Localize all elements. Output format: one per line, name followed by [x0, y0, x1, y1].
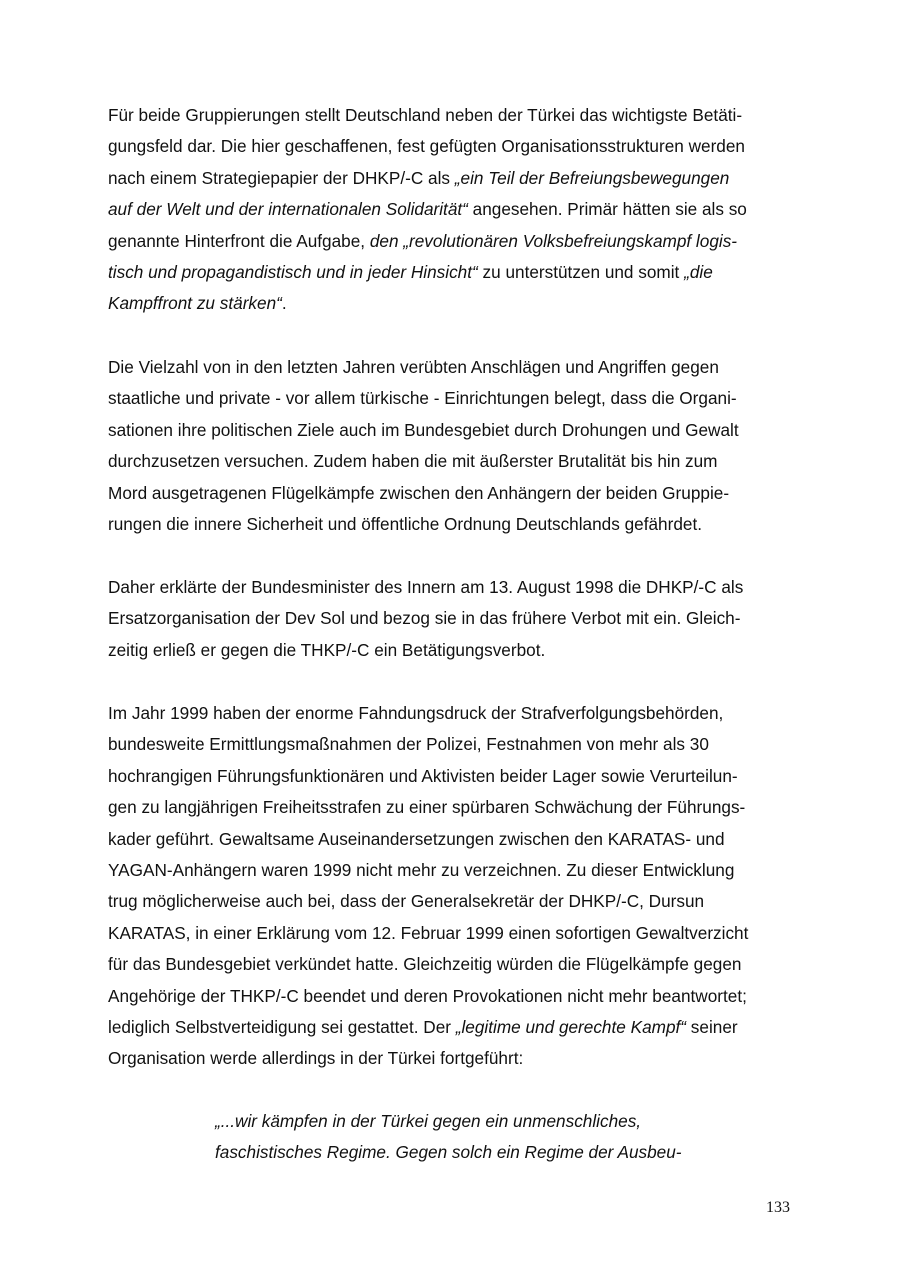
italic-quote-segment: „die	[684, 261, 713, 282]
text-line	[108, 603, 798, 634]
text-segment: nach einem Strategiepapier der DHKP/-C als	[108, 167, 455, 188]
text-line	[108, 949, 798, 980]
text-segment: gen zu langjährigen Freiheitsstrafen zu einer spürbaren Schwächung der Führungs-	[108, 797, 746, 818]
text-segment: Die Vielzahl von in den letzten Jahren verübten Anschlägen und Angriffen gegen	[108, 357, 719, 377]
text-line	[108, 100, 798, 131]
text-segment: Organisation werde allerdings in der Türkei fortgeführt:	[108, 1048, 524, 1069]
text-segment: staatliche und private - vor allem türkische - Einrichtungen belegt, dass die Organi-	[108, 388, 737, 409]
italic-quote-segment: den „revolutionären Volksbefreiungskampf logis-	[369, 230, 738, 251]
text-segment: sationen ihre politischen Ziele auch im Bundesgebiet durch Drohungen und Gewalt	[108, 419, 739, 440]
text-line	[108, 1043, 798, 1074]
text-segment: faschistisches Regime. Gegen solch ein Regime der Ausbeu-	[215, 1142, 682, 1163]
text-line	[108, 352, 798, 383]
text-segment: zeitig erließ er gegen die THKP/-C ein Betätigungsverbot.	[108, 639, 546, 660]
text-line	[108, 415, 798, 446]
text-segment: trug möglicherweise auch bei, dass der Generalsekretär der DHKP/-C, Dursun	[108, 891, 705, 912]
text-segment: genannte Hinterfront die Aufgabe,	[108, 230, 370, 251]
text-segment: hochrangigen Führungsfunktionären und Aktivisten beider Lager sowie Verurteilun-	[108, 765, 738, 786]
text-segment: .	[281, 293, 287, 314]
text-segment: „...wir kämpfen in der Türkei gegen ein unmenschliches,	[215, 1111, 642, 1131]
text-line	[108, 981, 798, 1012]
text-line	[215, 1106, 775, 1137]
text-segment: durchzusetzen versuchen. Zudem haben die mit äußerster Brutalität bis hin zum	[108, 451, 718, 472]
text-segment: Daher erklärte der Bundesminister des Innern am 13. August 1998 die DHKP/-C als	[108, 577, 744, 597]
text-segment: Für beide Gruppierungen stellt Deutschland neben der Türkei das wichtigste Betäti-	[108, 105, 743, 125]
text-segment: lediglich Selbstverteidigung sei gestattet. Der	[108, 1016, 456, 1037]
text-segment: kader geführt. Gewaltsame Auseinandersetzungen zwischen den KARATAS- und	[108, 828, 725, 849]
text-line	[108, 792, 798, 823]
italic-quote-segment: auf der Welt und der internationalen Solidarität“	[108, 199, 468, 220]
italic-quote-segment: Kampffront zu stärken“	[108, 293, 282, 314]
text-line	[108, 194, 798, 225]
text-segment: für das Bundesgebiet verkündet hatte. Gleichzeitig würden die Flügelkämpfe gegen	[108, 954, 742, 975]
text-segment: Mord ausgetragenen Flügelkämpfe zwischen den Anhängern der beiden Gruppie-	[108, 482, 730, 503]
text-line	[108, 288, 798, 319]
text-line	[108, 698, 798, 729]
text-segment: gungsfeld dar. Die hier geschaffenen, fest gefügten Organisationsstrukturen werden	[108, 136, 745, 157]
text-line	[108, 131, 798, 162]
block-quote	[215, 1106, 775, 1169]
paragraph	[108, 698, 798, 1075]
text-line	[108, 509, 798, 540]
paragraph	[108, 100, 798, 320]
text-line	[108, 635, 798, 666]
text-segment: bundesweite Ermittlungsmaßnahmen der Polizei, Festnahmen von mehr als 30	[108, 734, 709, 755]
text-line	[108, 572, 798, 603]
italic-quote-segment: „ein Teil der Befreiungsbewegungen	[454, 167, 730, 188]
text-line	[108, 226, 798, 257]
italic-quote-segment: „legitime und gerechte Kampf“	[455, 1016, 687, 1037]
text-line	[215, 1137, 775, 1168]
text-segment: Ersatzorganisation der Dev Sol und bezog sie in das frühere Verbot mit ein. Gleich-	[108, 608, 741, 629]
text-segment: KARATAS, in einer Erklärung vom 12. Februar 1999 einen sofortigen Gewaltverzicht	[108, 922, 749, 943]
text-line	[108, 1012, 798, 1043]
text-line	[108, 855, 798, 886]
text-line	[108, 446, 798, 477]
text-line	[108, 383, 798, 414]
paragraph	[108, 572, 798, 666]
text-segment: Im Jahr 1999 haben der enorme Fahndungsdruck der Strafverfolgungsbehörden,	[108, 703, 724, 723]
text-line	[108, 478, 798, 509]
text-segment: seiner	[686, 1016, 738, 1037]
text-line	[108, 886, 798, 917]
paragraph	[108, 352, 798, 540]
text-line	[108, 257, 798, 288]
text-line	[108, 761, 798, 792]
text-segment: rungen die innere Sicherheit und öffentliche Ordnung Deutschlands gefährdet.	[108, 513, 703, 534]
text-line	[108, 729, 798, 760]
text-segment: zu unterstützen und somit	[477, 261, 685, 282]
text-segment: Angehörige der THKP/-C beendet und deren Provokationen nicht mehr beantwortet;	[108, 985, 747, 1006]
italic-quote-segment: tisch und propagandistisch und in jeder Hinsicht“	[108, 261, 478, 282]
text-line	[108, 163, 798, 194]
text-segment: YAGAN-Anhängern waren 1999 nicht mehr zu verzeichnen. Zu dieser Entwicklung	[108, 859, 735, 880]
text-line	[108, 918, 798, 949]
text-segment: angesehen. Primär hätten sie als so	[467, 199, 747, 220]
page-number: 133	[766, 1199, 790, 1216]
text-line	[108, 824, 798, 855]
